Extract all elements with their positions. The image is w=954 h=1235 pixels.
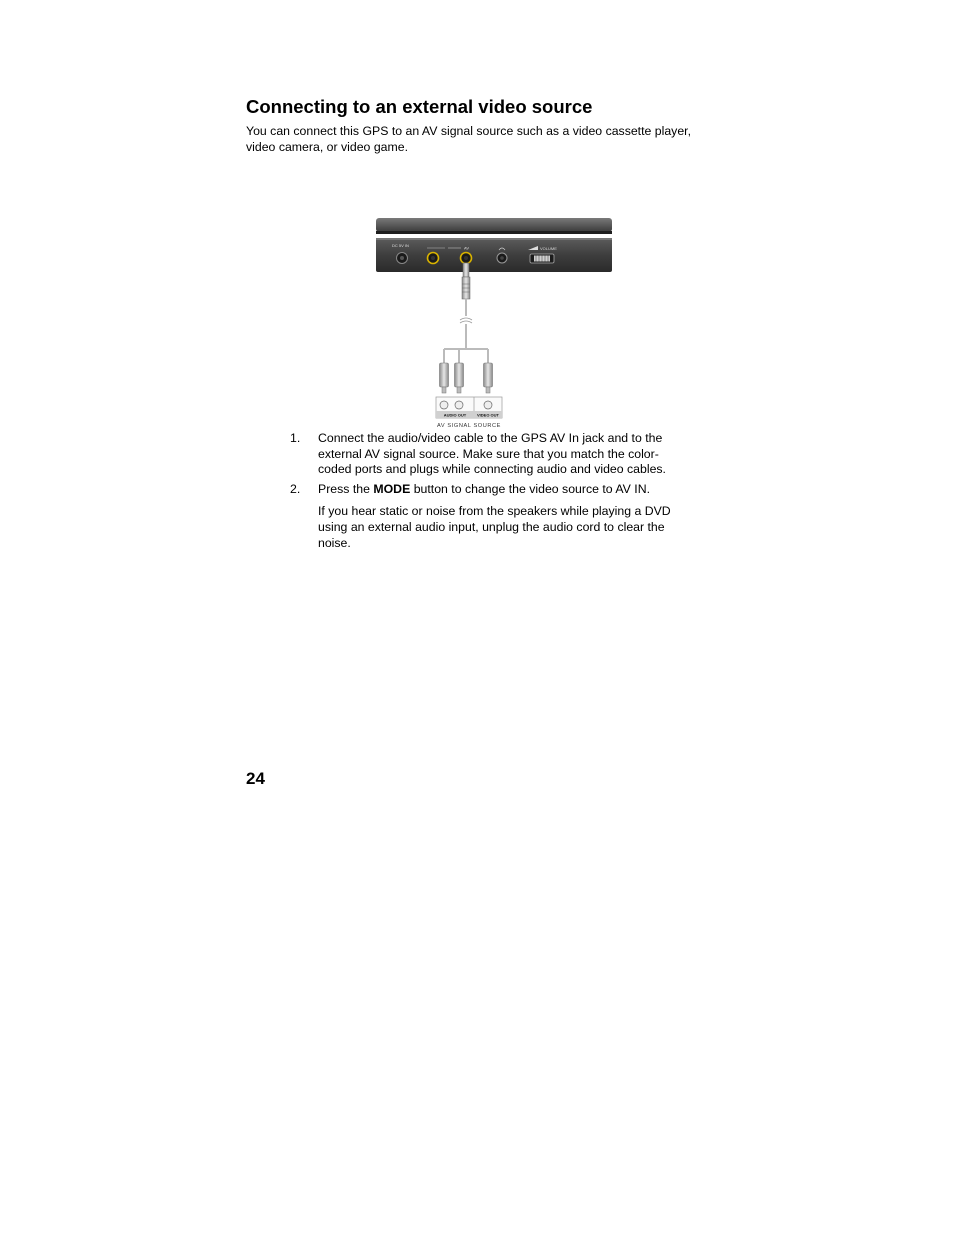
- page-title: Connecting to an external video source: [246, 96, 593, 117]
- step-number: 2.: [290, 481, 301, 496]
- av-connection-figure: [370, 212, 620, 432]
- intro-paragraph: You can connect this GPS to an AV signal source such as a video cassette player, video camera, or video game.: [246, 124, 692, 154]
- av-connection-diagram: [370, 212, 620, 432]
- audio-in-jack: [428, 253, 439, 264]
- page-number: 24: [246, 769, 265, 788]
- av-cable: [444, 299, 488, 364]
- av-signal-source-caption: AV SIGNAL SOURCE: [437, 423, 501, 429]
- step-number: 1.: [290, 431, 301, 445]
- rca-plug-audio-left: [440, 363, 449, 393]
- rca-plug-video: [484, 363, 493, 393]
- video-out-label: VIDEO OUT: [476, 412, 500, 418]
- device-lid: [376, 218, 612, 234]
- step-text: Connect the audio/video cable to the GPS AV In jack and to the external AV signal source. Make sure that you match the color-coded ports and plugs while connecting audio and video cables.: [318, 431, 666, 477]
- av-in-jack: [461, 253, 472, 264]
- av-cable-plug: [462, 263, 470, 299]
- device-body: [376, 238, 612, 272]
- step-text-after: button to change the video source to AV IN.: [410, 481, 650, 496]
- dc-in-label: DC 5V IN: [392, 243, 409, 248]
- dc-in-jack: [397, 253, 408, 264]
- mode-button-name: MODE: [373, 481, 411, 496]
- rca-plug-audio-right: [455, 363, 464, 393]
- volume-label: VOLUME: [540, 246, 557, 251]
- volume-wheel: [530, 254, 554, 263]
- step-text-before: Press the: [318, 481, 374, 496]
- step-item: [290, 482, 690, 551]
- instruction-steps: [290, 431, 690, 555]
- step-note: If you hear static or noise from the speakers while playing a DVD using an external audio input, unplug the audio cord to clear the noise.: [318, 504, 671, 550]
- audio-out-label: AUDIO OUT: [443, 412, 467, 418]
- av-port-label: AV: [464, 245, 470, 251]
- step-item: [290, 431, 690, 478]
